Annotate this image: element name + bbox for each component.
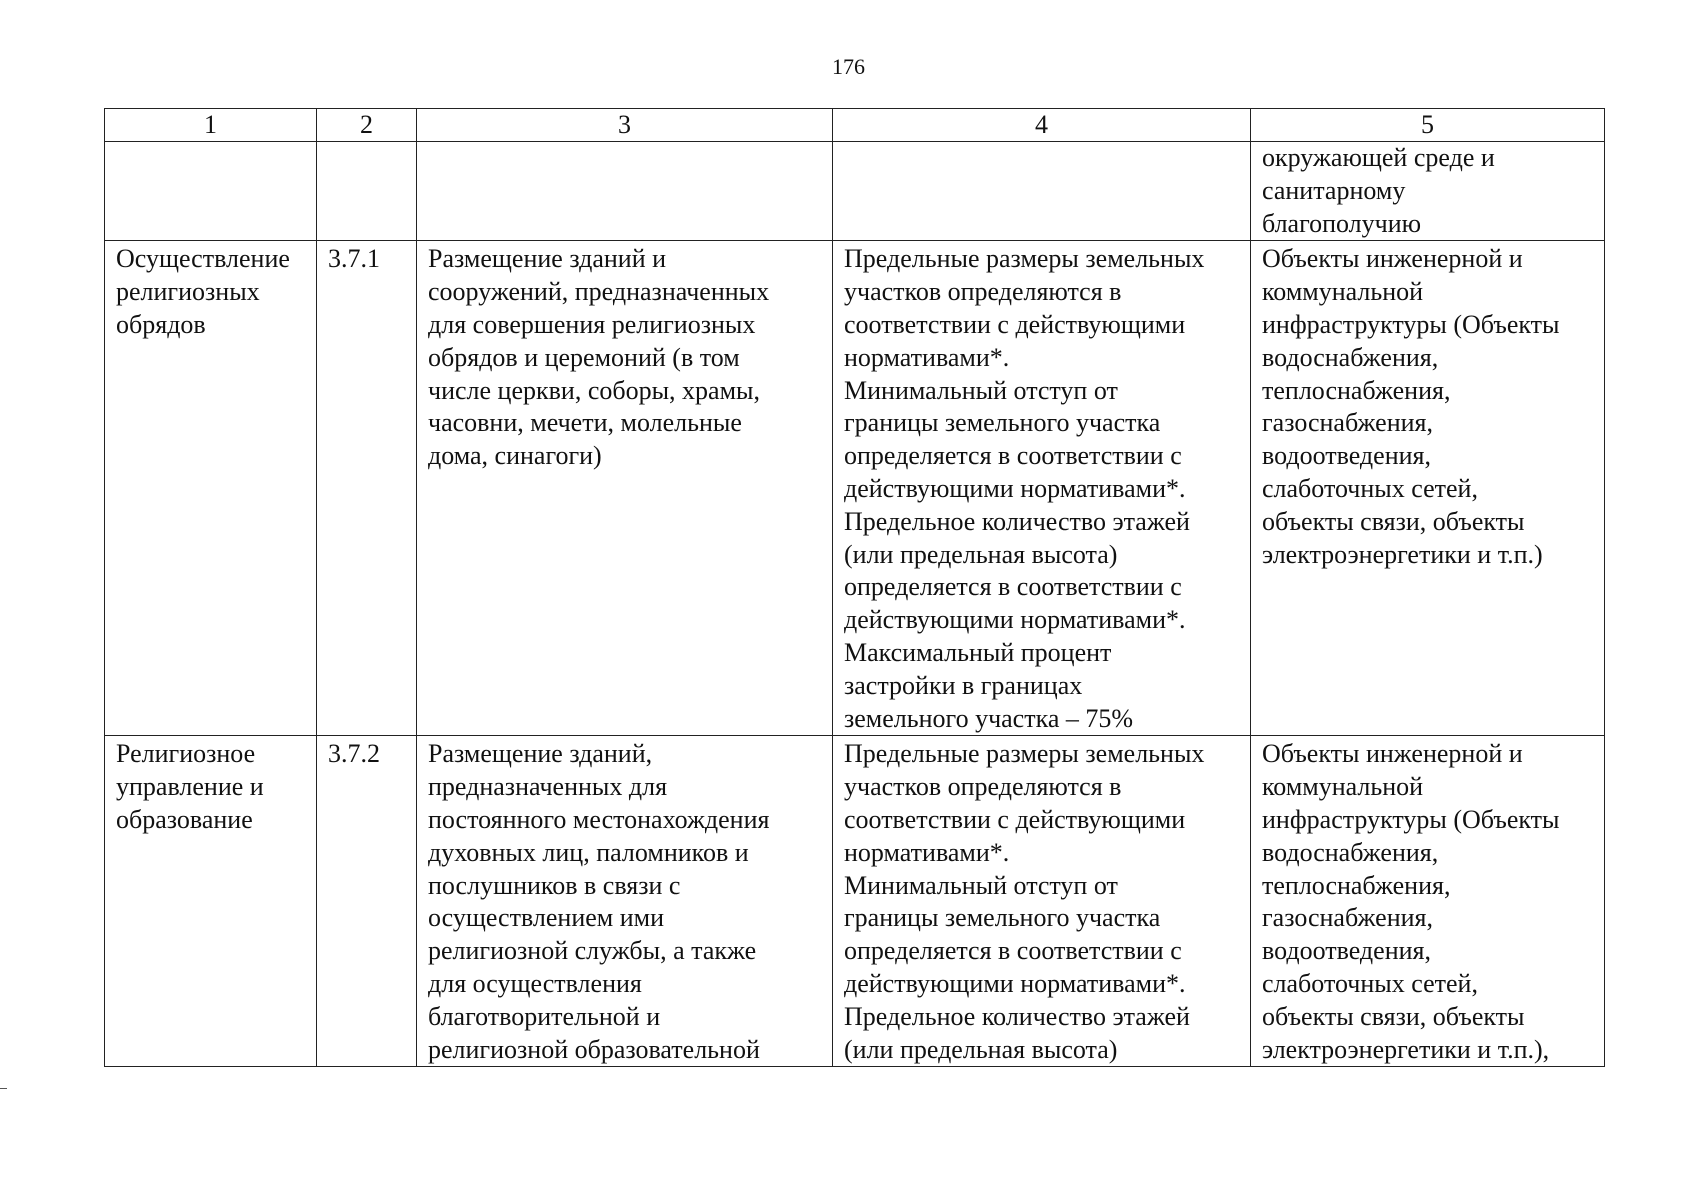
use-name-cell xyxy=(105,142,317,241)
column-header-5: 5 xyxy=(1251,109,1605,142)
parameters-cell xyxy=(833,736,1251,1067)
auxiliary-uses-text: Объекты инженерной и коммунальной инфраструктуры (Объекты водоснабжения, теплоснабжения, газоснабжения, водоотведения, слаботочных сетей, объекты связи, объекты электроэнергетики и т.п.), xyxy=(1262,739,1560,1064)
table-row xyxy=(105,736,1605,1067)
use-description-cell xyxy=(417,241,833,736)
column-header-4: 4 xyxy=(833,109,1251,142)
parameters-cell xyxy=(833,142,1251,241)
table-row xyxy=(105,241,1605,736)
use-description-text: Размещение зданий и сооружений, предназначенных для совершения религиозных обрядов и церемоний (в том числе церкви, соборы, храмы, часовни, мечети, молельные дома, синагоги) xyxy=(428,244,770,471)
auxiliary-uses-text: Объекты инженерной и коммунальной инфраструктуры (Объекты водоснабжения, теплоснабжения, газоснабжения, водоотведения, слаботочных сетей, объекты связи, объекты электроэнергетики и т.п.) xyxy=(1262,244,1560,569)
auxiliary-uses-cell xyxy=(1251,142,1605,241)
use-name-cell xyxy=(105,736,317,1067)
use-description-cell xyxy=(417,142,833,241)
use-code-text: 3.7.2 xyxy=(328,739,380,769)
parameters-text: Предельные размеры земельных участков определяются в соответствии с действующими нормативами*. Минимальный отступ от границы земельного участка определяется в соответствии с действующими нормативами*. Предельное количество этажей (или предельная высота) определяется в соответствии с действующими нормативами*. Максимальный процент застройки в границах земельного участка – 75% xyxy=(844,244,1205,733)
use-code-text: 3.7.1 xyxy=(328,244,380,274)
parameters-text: Предельные размеры земельных участков определяются в соответствии с действующими нормативами*. Минимальный отступ от границы земельного участка определяется в соответствии с действующими нормативами*. Предельное количество этажей (или предельная высота) xyxy=(844,739,1205,1064)
use-name-cell xyxy=(105,241,317,736)
page-number: 176 xyxy=(832,54,865,79)
use-code-cell xyxy=(317,142,417,241)
use-description-cell xyxy=(417,736,833,1067)
parameters-cell xyxy=(833,241,1251,736)
use-description-text: Размещение зданий, предназначенных для постоянного местонахождения духовных лиц, паломников и послушников в связи с осуществлением ими религиозной службы, а также для осуществления благотворительной и религиозной образовательной xyxy=(428,739,770,1064)
auxiliary-uses-text: окружающей среде и санитарному благополучию xyxy=(1262,143,1495,238)
regulation-table xyxy=(104,108,1605,1067)
column-header-3: 3 xyxy=(417,109,833,142)
use-code-cell xyxy=(317,241,417,736)
table-header-row xyxy=(105,109,1605,142)
use-name-text: Осуществление религиозных обрядов xyxy=(116,244,290,339)
column-header-1: 1 xyxy=(105,109,317,142)
table-row xyxy=(105,142,1605,241)
auxiliary-uses-cell xyxy=(1251,241,1605,736)
column-header-2: 2 xyxy=(317,109,417,142)
use-code-cell xyxy=(317,736,417,1067)
scan-edge-mark xyxy=(0,1088,7,1089)
auxiliary-uses-cell xyxy=(1251,736,1605,1067)
use-name-text: Религиозное управление и образование xyxy=(116,739,264,834)
